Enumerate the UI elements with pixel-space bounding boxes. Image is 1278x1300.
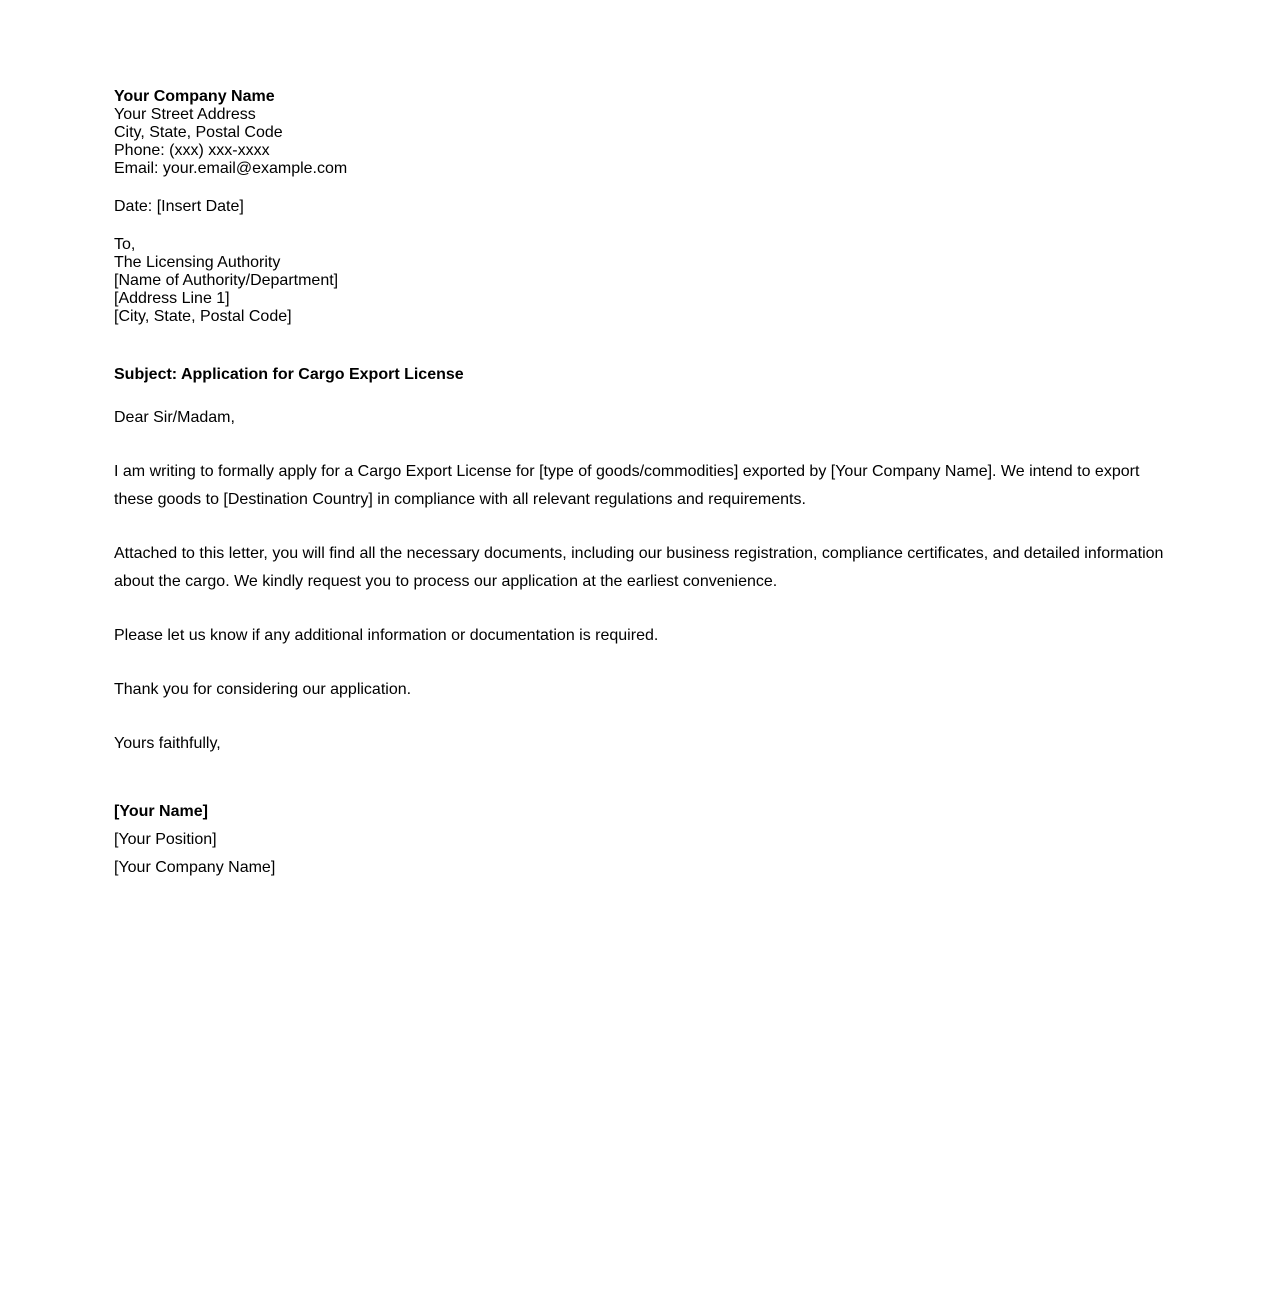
signature-name: [Your Name] xyxy=(114,803,208,820)
signature-position: [Your Position] xyxy=(114,831,217,848)
sender-phone: Phone: (xxx) xxx-xxxx xyxy=(114,142,270,159)
recipient-authority: The Licensing Authority xyxy=(114,254,281,271)
sender-company-name: Your Company Name xyxy=(114,88,275,105)
closing-line: Yours faithfully, xyxy=(114,735,221,752)
sender-block xyxy=(114,88,1174,178)
body-paragraph-2: Attached to this letter, you will find all the necessary documents, including our business registration, compliance certificates, and detailed information about the cargo. We kindly request you to process our application at the earliest convenience. xyxy=(114,545,1164,590)
recipient-address-line-1: [Address Line 1] xyxy=(114,290,230,307)
recipient-to-line: To, xyxy=(114,236,136,253)
recipient-city-line: [City, State, Postal Code] xyxy=(114,308,292,325)
greeting: Dear Sir/Madam, xyxy=(114,409,235,426)
sender-street-address: Your Street Address xyxy=(114,106,256,123)
sender-city-line: City, State, Postal Code xyxy=(114,124,283,141)
signature-block xyxy=(114,798,1174,882)
sender-email: Email: your.email@example.com xyxy=(114,160,348,177)
body-paragraph-3: Please let us know if any additional information or documentation is required. xyxy=(114,627,659,644)
date-line: Date: [Insert Date] xyxy=(114,198,244,215)
recipient-department: [Name of Authority/Department] xyxy=(114,272,339,289)
body-paragraph-4: Thank you for considering our application. xyxy=(114,681,412,698)
recipient-block xyxy=(114,236,1174,326)
subject-line: Subject: Application for Cargo Export License xyxy=(114,366,464,383)
signature-company: [Your Company Name] xyxy=(114,859,276,876)
body-paragraph-1: I am writing to formally apply for a Cargo Export License for [type of goods/commodities] exported by [Your Company Name]. We intend to export these goods to [Destination Country] in compliance with all relevant regulations and requirements. xyxy=(114,463,1140,508)
